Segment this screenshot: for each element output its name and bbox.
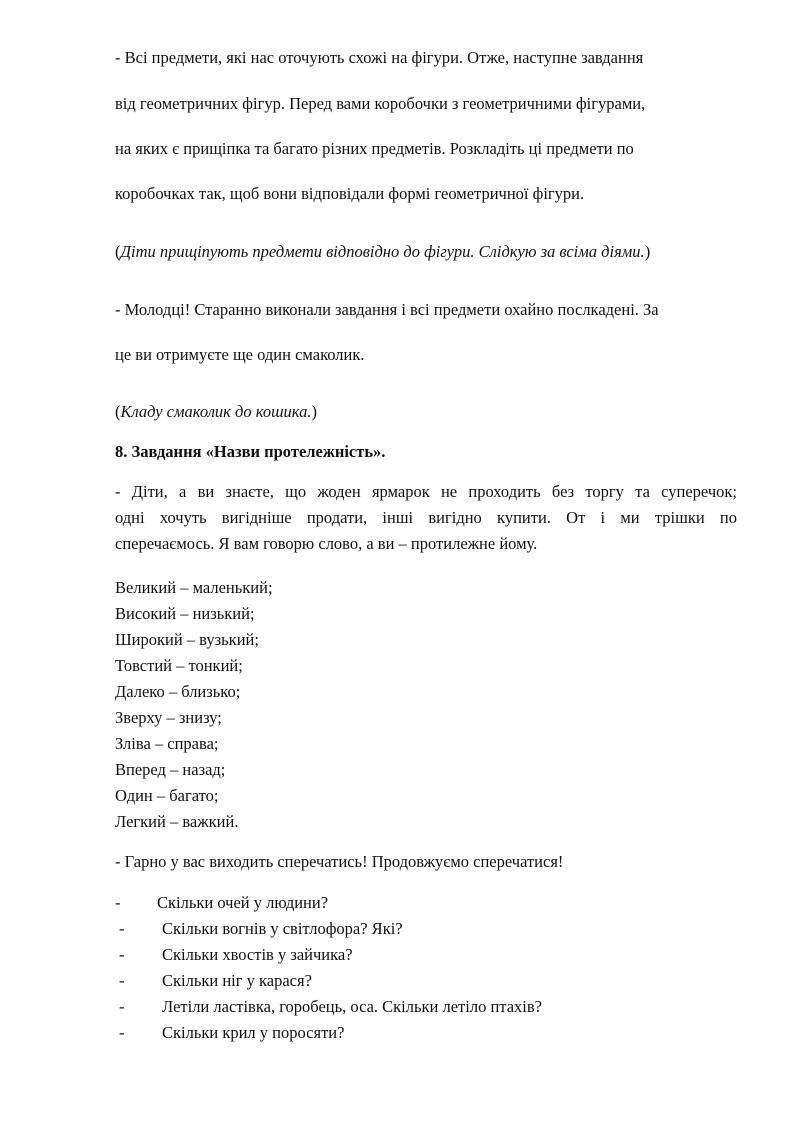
paragraph-line: від геометричних фігур. Перед вами коробочки з геометричними фігурами, [115, 94, 646, 113]
list-bullet: - [119, 971, 125, 990]
list-bullet: - [119, 997, 125, 1016]
stage-direction: (Кладу смаколик до кошика.) [115, 402, 317, 421]
question-item: Скільки очей у людини? [157, 893, 329, 912]
question-item: Скільки ніг у карася? [162, 971, 312, 990]
opposite-pair: Зверху – знизу; [115, 708, 222, 727]
paragraph-line: - Молодці! Старанно виконали завдання і всі предмети охайно послкадені. За [115, 300, 659, 319]
paragraph-line: - Всі предмети, які нас оточують схожі на фігури. Отже, наступне завдання [115, 48, 644, 67]
opposite-pair: Один – багато; [115, 786, 219, 805]
stage-direction: (Діти прищіпують предмети відповідно до фігури. Слідкую за всіма діями.) [115, 242, 651, 261]
opposite-pair: Зліва – справа; [115, 734, 219, 753]
list-bullet: - [115, 893, 121, 912]
question-item: Скільки вогнів у світлофора? Які? [162, 919, 403, 938]
opposite-pair: Товстий – тонкий; [115, 656, 243, 675]
opposite-pair: Великий – маленький; [115, 578, 273, 597]
opposite-pair: Вперед – назад; [115, 760, 226, 779]
question-item: Скільки крил у поросяти? [162, 1023, 345, 1042]
paragraph-line: це ви отримуєте ще один смаколик. [115, 345, 365, 364]
paragraph-line: на яких є прищіпка та багато різних предметів. Розкладіть ці предмети по [115, 139, 634, 158]
list-bullet: - [119, 1023, 125, 1042]
paragraph-line: сперечаємось. Я вам говорю слово, а ви – протилежне йому. [115, 534, 538, 553]
paragraph-line: одні хочуть вигідніше продати, інші вигідно купити. От і ми трішки по [115, 508, 737, 527]
section-heading: 8. Завдання «Назви протележність». [115, 442, 386, 461]
opposite-pair: Широкий – вузький; [115, 630, 259, 649]
list-bullet: - [119, 945, 125, 964]
paragraph-line: коробочках так, щоб вони відповідали формі геометричної фігури. [115, 184, 585, 203]
question-item: Скільки хвостів у зайчика? [162, 945, 353, 964]
opposite-pair: Високий – низький; [115, 604, 255, 623]
question-item: Летіли ластівка, горобець, оса. Скільки летіло птахів? [162, 997, 542, 1016]
list-bullet: - [119, 919, 125, 938]
opposite-pair: Легкий – важкий. [115, 812, 239, 831]
opposite-pair: Далеко – близько; [115, 682, 241, 701]
paragraph-line: - Гарно у вас виходить сперечатись! Продовжуємо сперечатися! [115, 852, 564, 871]
paragraph-line: - Діти, а ви знаєте, що жоден ярмарок не проходить без торгу та суперечок; [115, 482, 737, 501]
